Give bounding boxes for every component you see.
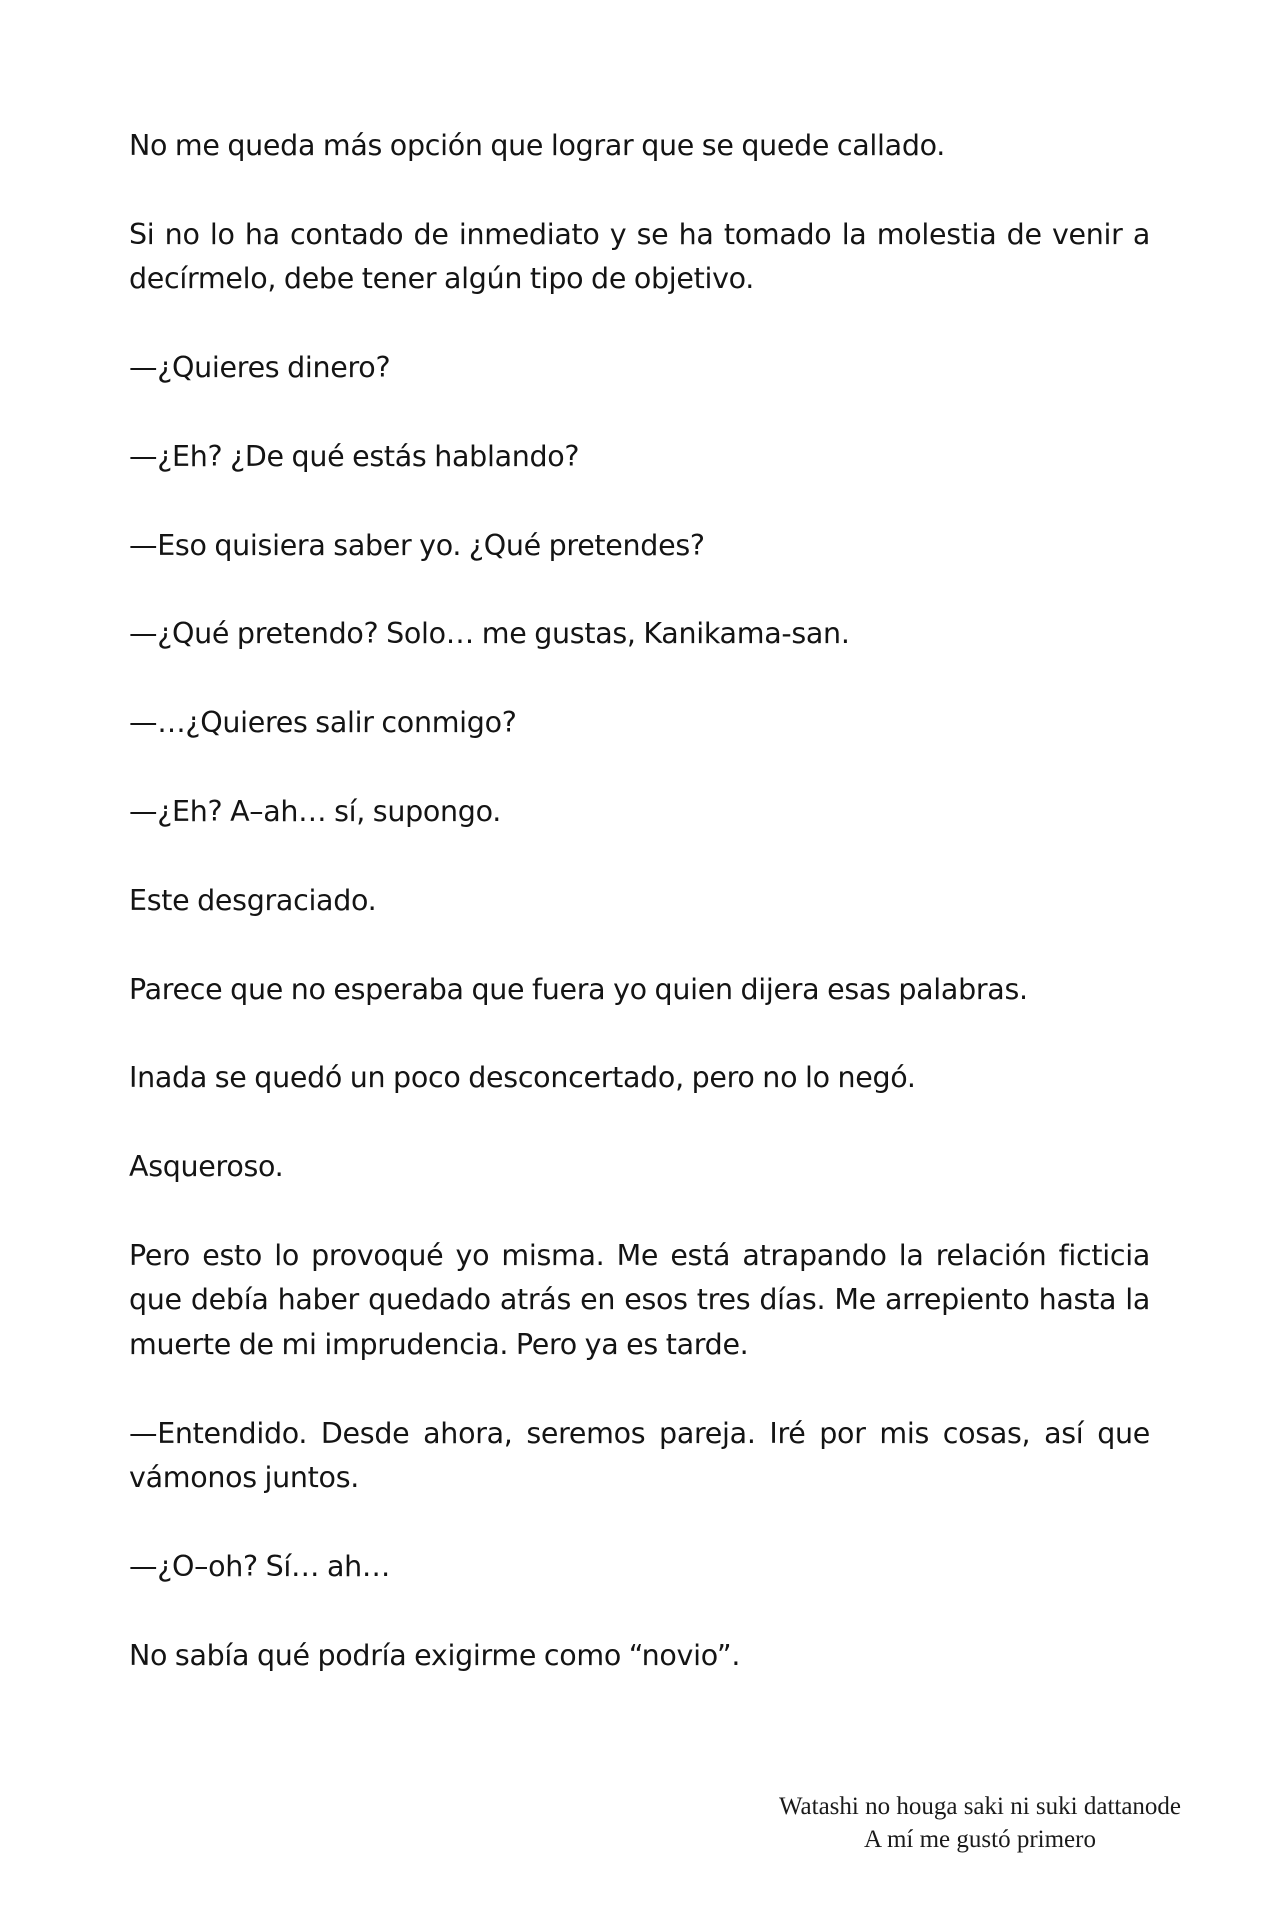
paragraph: Pero esto lo provoqué yo misma. Me está atrapando la relación ficticia que debía haber quedado atrás en esos tres días. Me arrepiento hasta la muerte de mi imprudencia. Pero ya es tarde. — [129, 1238, 1150, 1361]
paragraph: Asqueroso. — [129, 1150, 284, 1184]
paragraph: Parece que no esperaba que fuera yo quien dijera esas palabras. — [129, 972, 1028, 1006]
paragraph: No me queda más opción que lograr que se quede callado. — [129, 129, 946, 162]
paragraph: —¿Eh? A–ah… sí, supongo. — [129, 794, 501, 828]
footer-translated-title: A mí me gustó primero — [864, 1826, 1096, 1853]
paragraph: —¿O–oh? Sí… ah… — [129, 1549, 391, 1583]
paragraph: Si no lo ha contado de inmediato y se ha tomado la molestia de venir a decírmelo, debe tener algún tipo de objetivo. — [129, 217, 1150, 296]
paragraph: Inada se quedó un poco desconcertado, pero no lo negó. — [129, 1061, 916, 1095]
paragraph: —¿Quieres dinero? — [129, 351, 391, 384]
paragraph: —Eso quisiera saber yo. ¿Qué pretendes? — [129, 528, 705, 562]
paragraph: —¿Eh? ¿De qué estás hablando? — [129, 439, 580, 473]
paragraph: Este desgraciado. — [129, 883, 377, 917]
body-text — [129, 124, 1150, 1722]
paragraph: —Entendido. Desde ahora, seremos pareja. Iré por mis cosas, así que vámonos juntos. — [129, 1416, 1150, 1494]
paragraph: No sabía qué podría exigirme como “novio”. — [129, 1638, 741, 1672]
footer-original-title: Watashi no houga saki ni suki dattanode — [778, 1793, 1182, 1820]
page-footer — [740, 1790, 1220, 1856]
paragraph: —¿Qué pretendo? Solo… me gustas, Kanikama-san. — [129, 617, 850, 651]
paragraph: —…¿Quieres salir conmigo? — [129, 706, 517, 740]
